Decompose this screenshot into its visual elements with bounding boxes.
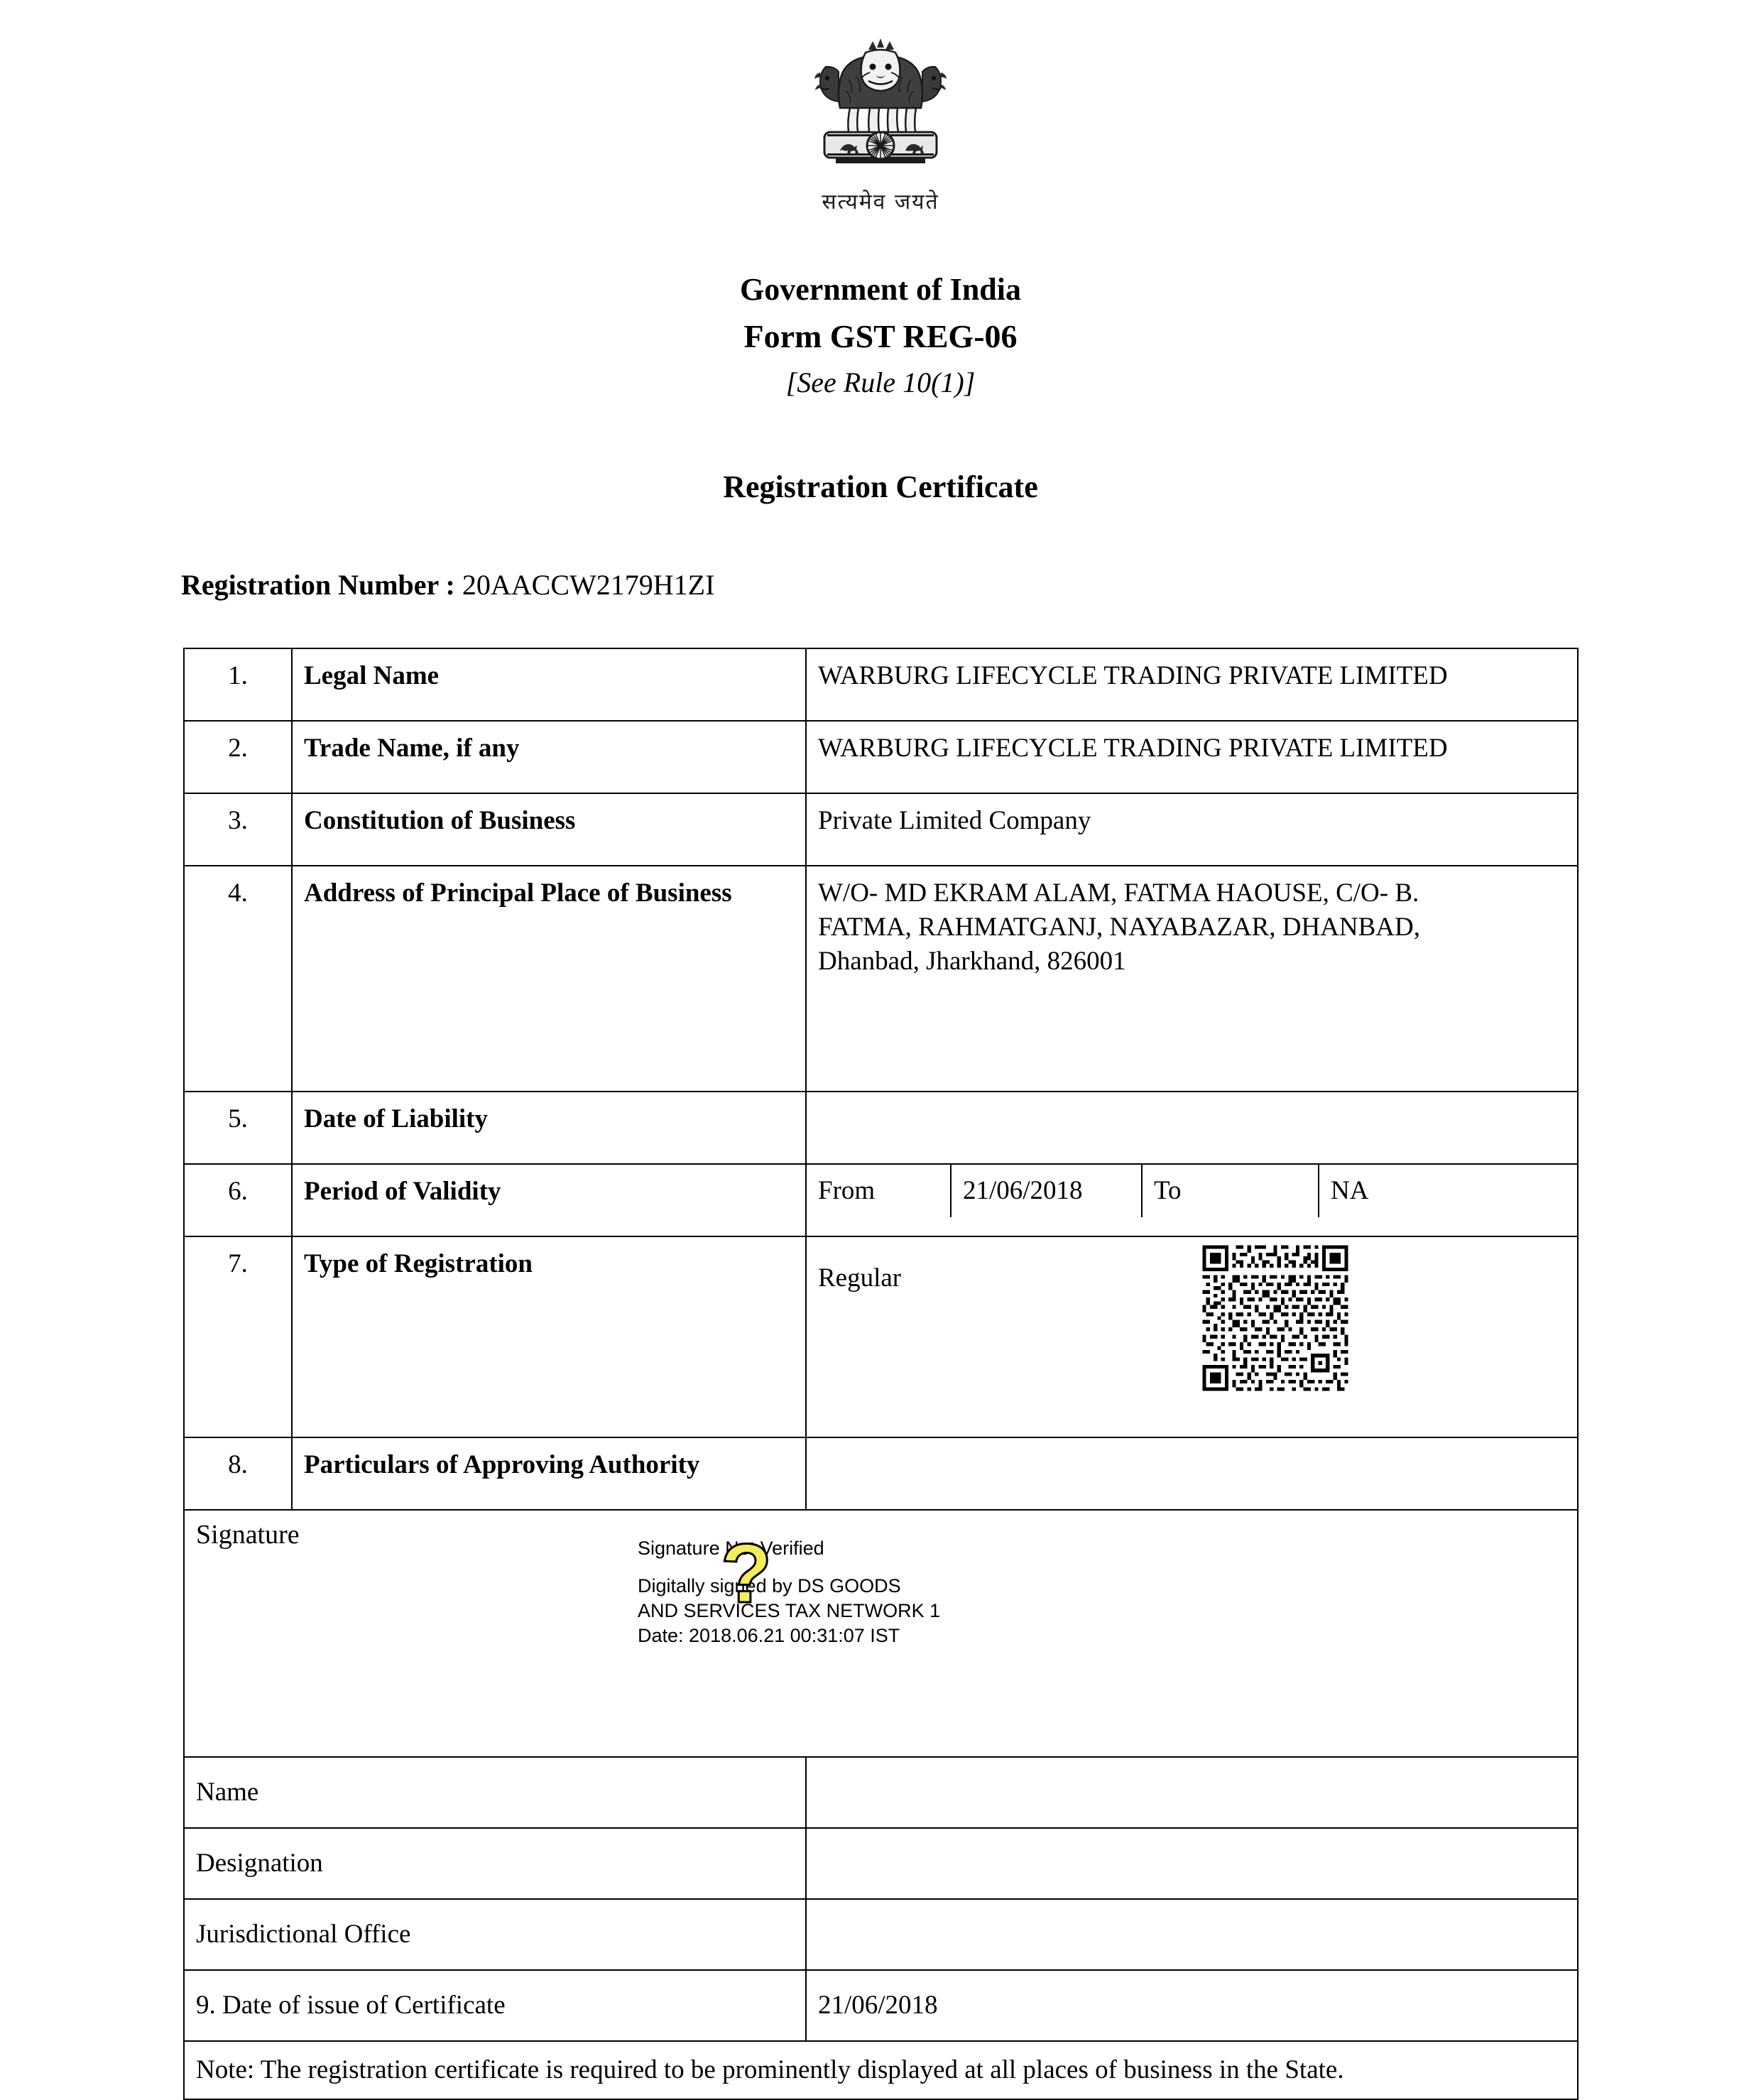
registration-number-value: 20AACCW2179H1ZI xyxy=(462,569,715,601)
qr-code-icon xyxy=(1199,1241,1352,1395)
row-number: 3. xyxy=(184,793,292,866)
footer-label-jurisdictional-office: Jurisdictional Office xyxy=(184,1899,806,1970)
footer-value-date-of-issue: 21/06/2018 xyxy=(806,1970,1578,2041)
row-label-address: Address of Principal Place of Business xyxy=(292,866,806,1092)
question-mark-icon: ? xyxy=(721,1527,773,1621)
signature-not-verified-text: Signature Not Verified xyxy=(638,1538,824,1559)
table-row-signature xyxy=(184,1510,1578,1757)
table-row-date-of-liability xyxy=(184,1092,1578,1164)
row-value-date-of-liability xyxy=(806,1092,1578,1164)
row-label-date-of-liability: Date of Liability xyxy=(292,1092,806,1164)
signature-spacer xyxy=(638,1561,940,1574)
row-number: 4. xyxy=(184,866,292,1092)
rule-reference: [See Rule 10(1)] xyxy=(785,366,976,399)
row-value-address xyxy=(806,866,1578,1092)
signature-signed-by-line-2: AND SERVICES TAX NETWORK 1 xyxy=(638,1600,941,1622)
government-title: Government of India xyxy=(740,272,1021,307)
signature-label: Signature xyxy=(196,1520,300,1550)
validity-from-value: 21/06/2018 xyxy=(951,1165,1142,1217)
row-label-approving-authority: Particulars of Approving Authority xyxy=(292,1437,806,1510)
qr-code-holder xyxy=(1199,1241,1352,1404)
row-number: 5. xyxy=(184,1092,292,1164)
emblem-motto: सत्यमेव जयते xyxy=(822,190,939,214)
signature-cell xyxy=(184,1510,1578,1757)
table-row-approving-authority xyxy=(184,1437,1578,1510)
page-title: Registration Certificate xyxy=(723,469,1038,504)
row-value-constitution: Private Limited Company xyxy=(806,793,1578,866)
footer-value-designation xyxy=(806,1828,1578,1899)
type-of-registration-cell xyxy=(807,1237,1577,1437)
validity-subtable-row xyxy=(807,1165,1577,1217)
footer-note: Note: The registration certificate is required to be prominently displayed at all places of business in the State. xyxy=(184,2041,1578,2099)
footer-label-name: Name xyxy=(184,1757,806,1828)
signature-date: Date: 2018.06.21 00:31:07 IST xyxy=(638,1625,900,1647)
signature-signed-by-line-1: Digitally signed by DS GOODS xyxy=(638,1575,901,1597)
table-row-period-of-validity xyxy=(184,1164,1578,1236)
row-value-trade-name: WARBURG LIFECYCLE TRADING PRIVATE LIMITED xyxy=(806,721,1578,793)
table-row-legal-name xyxy=(184,648,1578,721)
row-number: 2. xyxy=(184,721,292,793)
row-label-trade-name: Trade Name, if any xyxy=(292,721,806,793)
address-line-1: W/O- MD EKRAM ALAM, FATMA HAOUSE, C/O- B. xyxy=(818,878,1419,908)
registration-number-line xyxy=(181,568,714,602)
row-value-period-of-validity xyxy=(806,1164,1578,1236)
footer-value-jurisdictional-office xyxy=(806,1899,1578,1970)
row-number: 6. xyxy=(184,1164,292,1236)
row-number: 8. xyxy=(184,1437,292,1510)
row-label-type-of-registration: Type of Registration xyxy=(292,1236,806,1437)
table-row-date-of-issue xyxy=(184,1970,1578,2041)
footer-label-designation: Designation xyxy=(184,1828,806,1899)
row-value-legal-name: WARBURG LIFECYCLE TRADING PRIVATE LIMITED xyxy=(806,648,1578,721)
form-title: Form GST REG-06 xyxy=(743,318,1018,355)
row-label-period-of-validity: Period of Validity xyxy=(292,1164,806,1236)
table-row-trade-name xyxy=(184,721,1578,793)
address-line-3: Dhanbad, Jharkhand, 826001 xyxy=(818,947,1126,976)
row-label-legal-name: Legal Name xyxy=(292,648,806,721)
table-row-type-of-registration xyxy=(184,1236,1578,1437)
document-header xyxy=(0,270,1761,401)
state-emblem-of-india-icon xyxy=(799,28,962,181)
validity-to-value: NA xyxy=(1331,1175,1369,1205)
address-line-2: FATMA, RAHMATGANJ, NAYABAZAR, DHANBAD, xyxy=(818,913,1421,942)
row-number: 7. xyxy=(184,1236,292,1437)
table-row-address xyxy=(184,866,1578,1092)
table-row-note xyxy=(184,2041,1578,2099)
row-value-approving-authority xyxy=(806,1437,1578,1510)
validity-from-label: From xyxy=(807,1165,951,1217)
registration-number-label: Registration Number : xyxy=(181,569,462,601)
emblem-container xyxy=(0,28,1761,215)
certificate-details-table xyxy=(183,648,1579,2100)
row-number: 1. xyxy=(184,648,292,721)
type-of-registration-value: Regular xyxy=(818,1263,902,1293)
validity-subtable xyxy=(807,1165,1577,1217)
table-row-name xyxy=(184,1757,1578,1828)
footer-value-name xyxy=(806,1757,1578,1828)
footer-label-date-of-issue: 9. Date of issue of Certificate xyxy=(184,1970,806,2041)
table-row-designation xyxy=(184,1828,1578,1899)
digital-signature-annotation xyxy=(638,1536,940,1648)
row-value-type-of-registration xyxy=(806,1236,1578,1437)
table-row-jurisdictional-office xyxy=(184,1899,1578,1970)
table-row-constitution xyxy=(184,793,1578,866)
row-label-constitution: Constitution of Business xyxy=(292,793,806,866)
validity-to-label: To xyxy=(1142,1165,1319,1217)
